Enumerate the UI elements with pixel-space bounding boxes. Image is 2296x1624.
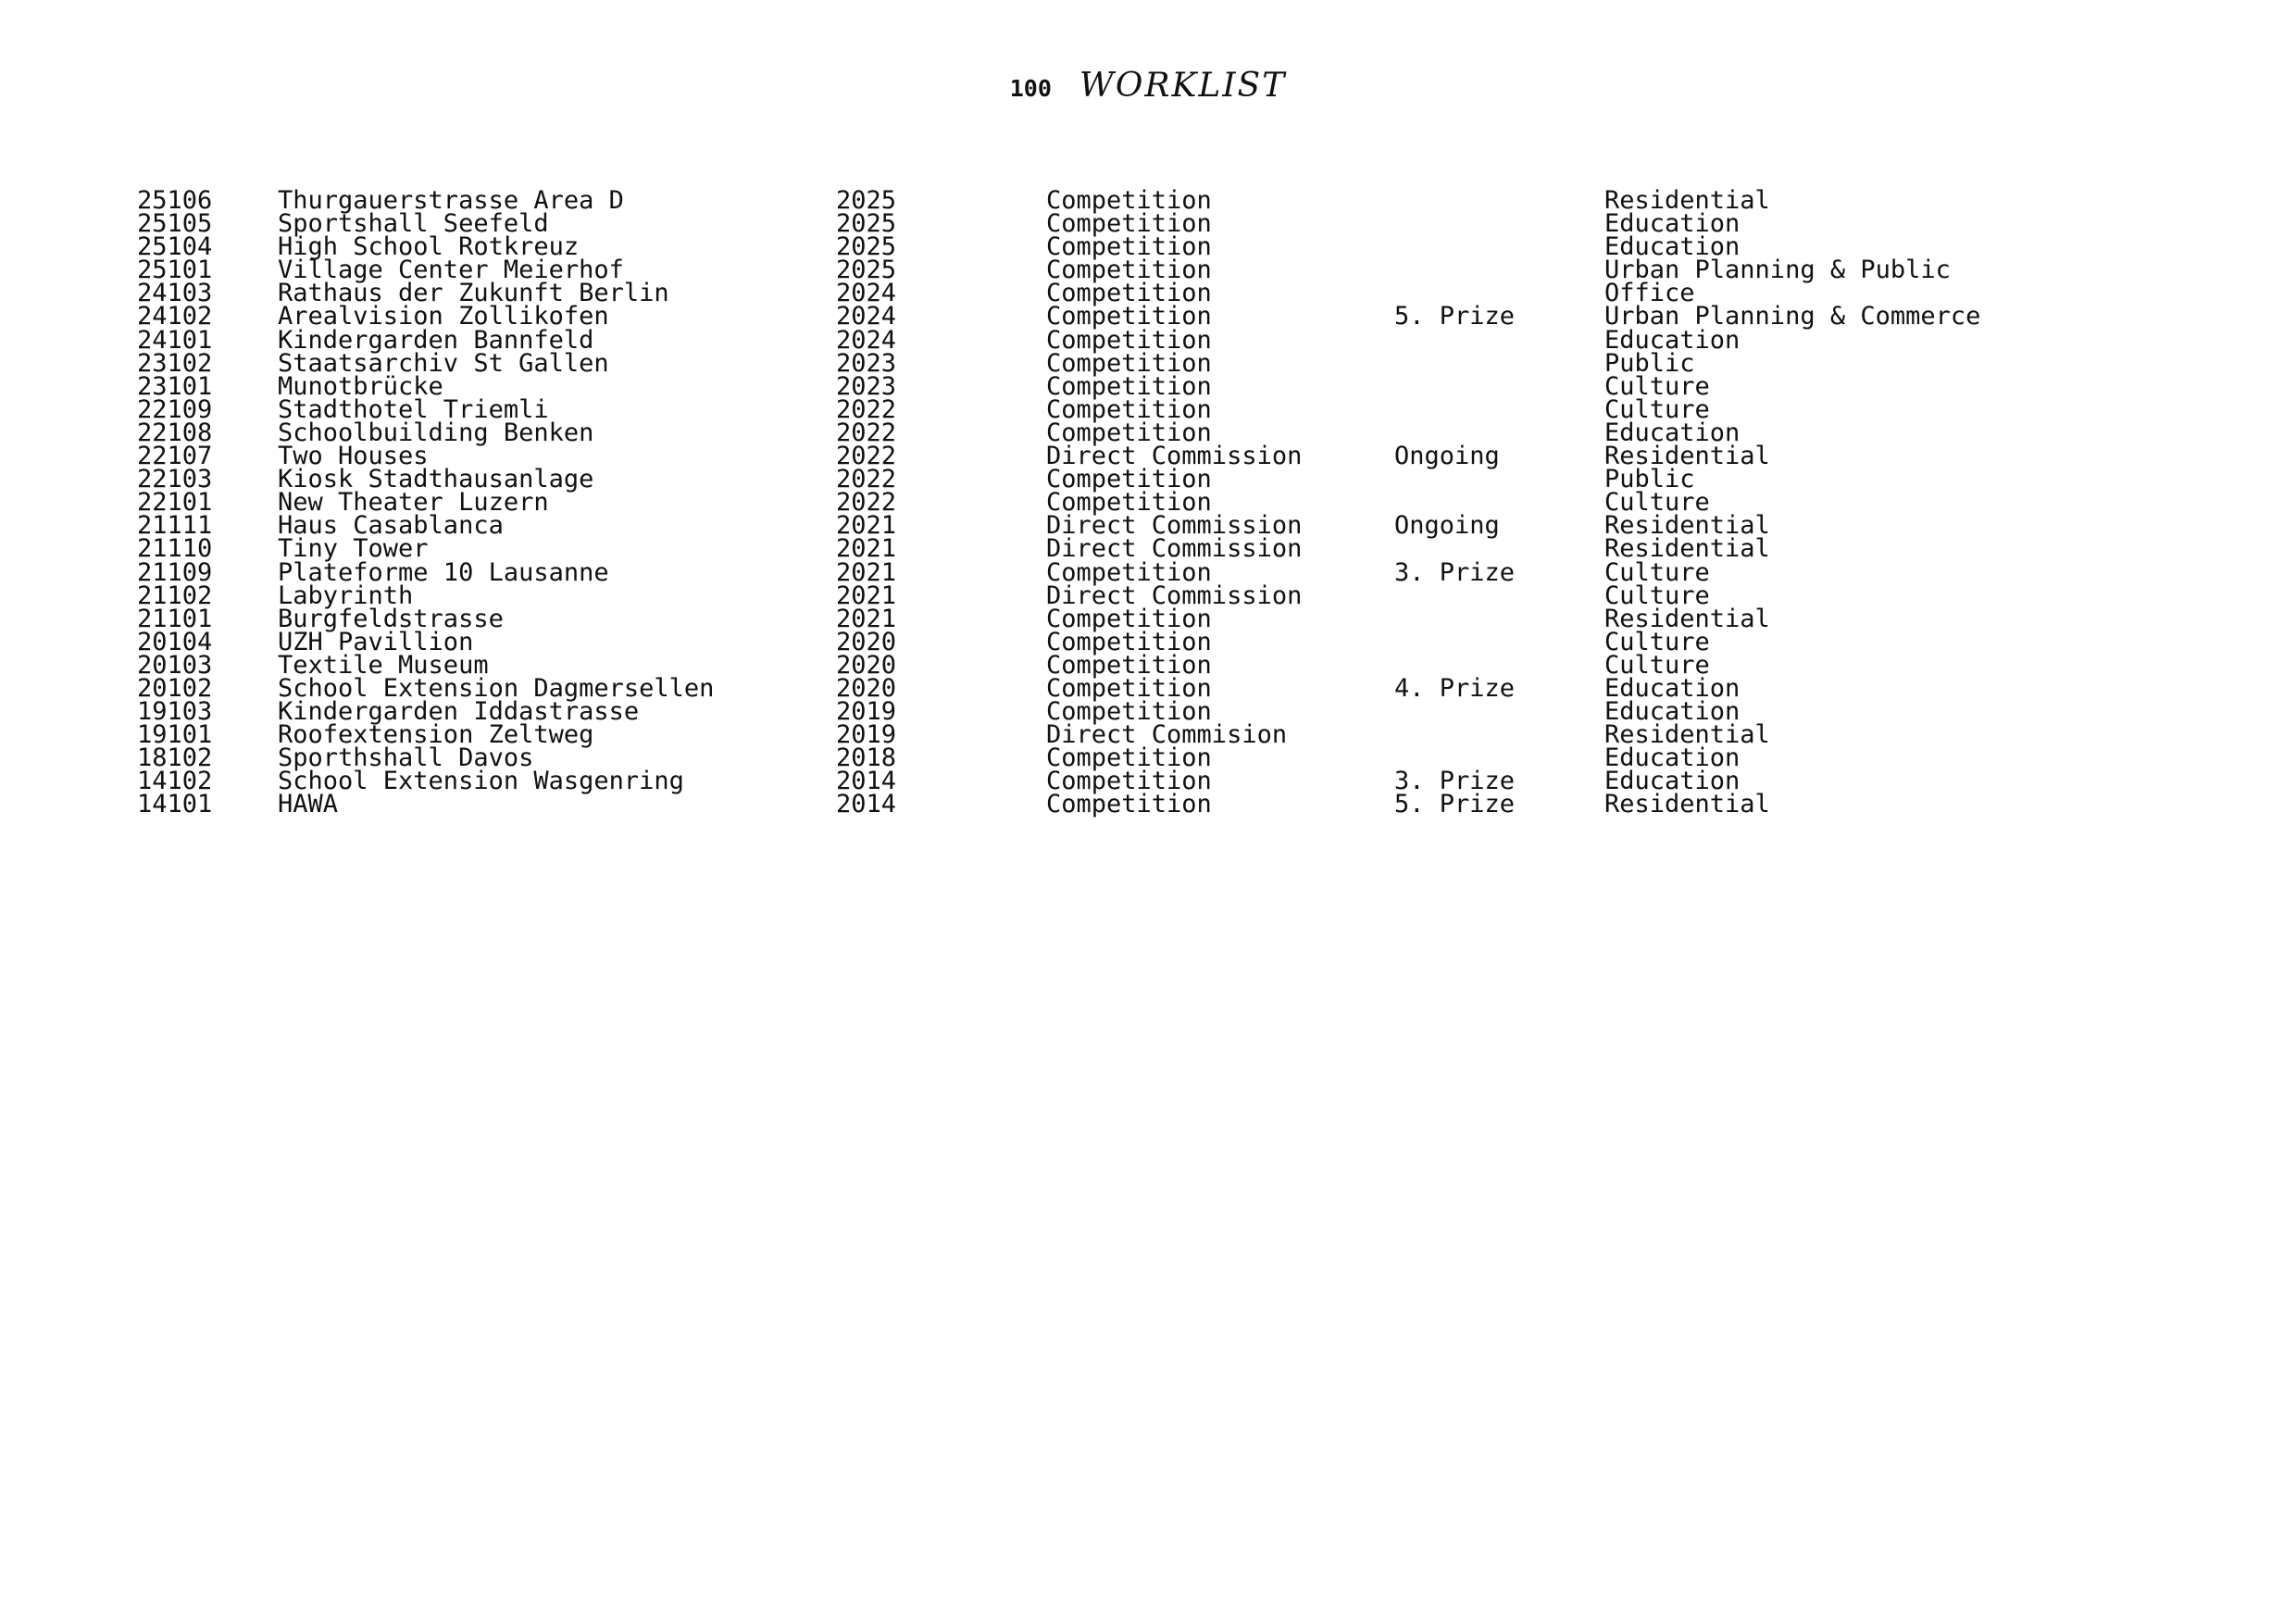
project-number: 20103	[137, 650, 213, 680]
project-name: Haus Casablanca	[278, 511, 504, 541]
project-name: Plateforme 10 Lausanne	[278, 557, 609, 587]
project-category: Education	[1604, 232, 1741, 262]
project-number: 21110	[137, 534, 213, 564]
project-number: 21109	[137, 557, 213, 587]
project-year: 2019	[836, 697, 897, 727]
project-category: Culture	[1604, 394, 1710, 424]
project-year: 2021	[836, 604, 897, 633]
project-year: 2025	[836, 209, 897, 239]
project-year: 2025	[836, 186, 897, 215]
project-result	[1394, 258, 1604, 281]
project-category: Residential	[1604, 720, 1770, 750]
project-name: UZH Pavillion	[278, 627, 474, 656]
project-name: Staatsarchiv St Gallen	[278, 348, 609, 378]
project-name: Labyrinth	[278, 581, 414, 610]
project-year: 2022	[836, 488, 897, 518]
project-year: 2020	[836, 673, 897, 703]
project-category: Education	[1604, 673, 1741, 703]
project-type: Competition	[1046, 418, 1212, 447]
project-number: 23102	[137, 348, 213, 378]
project-year: 2021	[836, 511, 897, 541]
project-result: 4. Prize	[1394, 673, 1516, 703]
project-result	[1394, 537, 1604, 560]
project-name: Thurgauerstrasse Area D	[278, 186, 624, 215]
project-category: Office	[1604, 279, 1695, 308]
project-number: 19101	[137, 720, 213, 750]
project-number: 18102	[137, 743, 213, 773]
project-type: Competition	[1046, 673, 1212, 703]
project-result	[1394, 398, 1604, 421]
project-result: Ongoing	[1394, 442, 1500, 471]
project-number: 14101	[137, 790, 213, 819]
project-name: Arealvision Zollikofen	[278, 302, 609, 331]
project-category: Education	[1604, 767, 1741, 796]
project-number: 21102	[137, 581, 213, 610]
project-category: Residential	[1604, 442, 1770, 471]
project-type: Competition	[1046, 697, 1212, 727]
project-result	[1394, 700, 1604, 723]
project-category: Education	[1604, 209, 1741, 239]
project-number: 22103	[137, 465, 213, 494]
project-type: Competition	[1046, 256, 1212, 285]
project-year: 2025	[836, 256, 897, 285]
project-number: 25106	[137, 186, 213, 215]
project-name: Roofextension Zeltweg	[278, 720, 594, 750]
project-number: 24101	[137, 325, 213, 355]
project-result	[1394, 375, 1604, 398]
project-name: New Theater Luzern	[278, 488, 549, 518]
project-name: Sportshall Seefeld	[278, 209, 549, 239]
project-number: 25104	[137, 232, 213, 262]
worklist-table	[137, 186, 2067, 819]
project-name: Two Houses	[278, 442, 429, 471]
project-year: 2022	[836, 418, 897, 447]
project-result	[1394, 631, 1604, 654]
project-name: Textile Museum	[278, 650, 489, 680]
project-result	[1394, 329, 1604, 352]
project-type: Direct Commission	[1046, 442, 1303, 471]
project-type: Competition	[1046, 488, 1212, 518]
project-year: 2024	[836, 279, 897, 308]
project-type: Competition	[1046, 627, 1212, 656]
project-name: Sporthshall Davos	[278, 743, 534, 773]
project-year: 2024	[836, 325, 897, 355]
project-result: Ongoing	[1394, 511, 1500, 541]
project-type: Competition	[1046, 465, 1212, 494]
project-name: Schoolbuilding Benken	[278, 418, 594, 447]
project-type: Competition	[1046, 302, 1212, 331]
project-number: 21101	[137, 604, 213, 633]
project-category: Residential	[1604, 186, 1770, 215]
project-category: Culture	[1604, 488, 1710, 518]
project-year: 2023	[836, 348, 897, 378]
project-type: Competition	[1046, 325, 1212, 355]
project-name: High School Rotkreuz	[278, 232, 580, 262]
table-row	[137, 561, 2067, 584]
page-title: WORKLIST	[1079, 67, 1287, 105]
project-number: 21111	[137, 511, 213, 541]
project-category: Culture	[1604, 371, 1710, 401]
table-row	[137, 329, 2067, 352]
project-type: Competition	[1046, 650, 1212, 680]
project-name: Kindergarden Iddastrasse	[278, 697, 640, 727]
project-type: Competition	[1046, 209, 1212, 239]
project-year: 2019	[836, 720, 897, 750]
project-year: 2022	[836, 394, 897, 424]
project-category: Education	[1604, 697, 1741, 727]
project-category: Culture	[1604, 581, 1710, 610]
project-result	[1394, 212, 1604, 235]
project-type: Direct Commission	[1046, 511, 1303, 541]
project-type: Competition	[1046, 394, 1212, 424]
project-number: 22109	[137, 394, 213, 424]
project-category: Residential	[1604, 511, 1770, 541]
project-type: Competition	[1046, 790, 1212, 819]
project-name: School Extension Dagmersellen	[278, 673, 715, 703]
project-type: Direct Commission	[1046, 534, 1303, 564]
project-year: 2025	[836, 232, 897, 262]
project-number: 19103	[137, 697, 213, 727]
page-header	[0, 67, 2296, 105]
project-year: 2018	[836, 743, 897, 773]
table-row	[137, 537, 2067, 560]
project-number: 25101	[137, 256, 213, 285]
project-number: 20104	[137, 627, 213, 656]
project-number: 24103	[137, 279, 213, 308]
project-category: Culture	[1604, 557, 1710, 587]
project-category: Urban Planning & Public	[1604, 256, 1951, 285]
table-row	[137, 793, 2067, 816]
table-row	[137, 584, 2067, 607]
project-number: 22101	[137, 488, 213, 518]
table-row	[137, 305, 2067, 328]
project-type: Direct Commission	[1046, 581, 1303, 610]
project-category: Residential	[1604, 604, 1770, 633]
project-name: School Extension Wasgenring	[278, 767, 684, 796]
project-name: Rathaus der Zukunft Berlin	[278, 279, 669, 308]
project-type: Competition	[1046, 232, 1212, 262]
project-year: 2020	[836, 627, 897, 656]
project-year: 2021	[836, 534, 897, 564]
project-number: 22108	[137, 418, 213, 447]
project-category: Education	[1604, 325, 1741, 355]
project-name: Village Center Meierhof	[278, 256, 624, 285]
project-result: 3. Prize	[1394, 767, 1516, 796]
project-year: 2023	[836, 371, 897, 401]
project-type: Competition	[1046, 186, 1212, 215]
project-type: Competition	[1046, 767, 1212, 796]
project-category: Culture	[1604, 627, 1710, 656]
project-name: HAWA	[278, 790, 339, 819]
worklist-body	[137, 186, 2067, 819]
project-type: Competition	[1046, 604, 1212, 633]
project-type: Direct Commision	[1046, 720, 1288, 750]
project-category: Public	[1604, 465, 1695, 494]
project-name: Kindergarden Bannfeld	[278, 325, 594, 355]
project-year: 2014	[836, 790, 897, 819]
project-number: 14102	[137, 767, 213, 796]
page-number: 100	[1009, 75, 1052, 102]
project-result	[1394, 468, 1604, 491]
project-name: Munotbrücke	[278, 371, 443, 401]
project-result	[1394, 189, 1604, 212]
project-number: 20102	[137, 673, 213, 703]
project-result: 5. Prize	[1394, 790, 1516, 819]
project-result	[1394, 607, 1604, 631]
project-number: 22107	[137, 442, 213, 471]
project-number: 25105	[137, 209, 213, 239]
project-year: 2022	[836, 465, 897, 494]
project-name: Tiny Tower	[278, 534, 429, 564]
project-year: 2014	[836, 767, 897, 796]
project-name: Stadthotel Triemli	[278, 394, 549, 424]
project-result	[1394, 235, 1604, 258]
project-result	[1394, 584, 1604, 607]
project-name: Kiosk Stadthausanlage	[278, 465, 594, 494]
project-type: Competition	[1046, 348, 1212, 378]
project-result	[1394, 723, 1604, 746]
project-year: 2022	[836, 442, 897, 471]
project-result	[1394, 352, 1604, 375]
project-year: 2021	[836, 557, 897, 587]
table-row	[137, 352, 2067, 375]
project-category: Urban Planning & Commerce	[1604, 302, 1981, 331]
project-category: Culture	[1604, 650, 1710, 680]
project-category: Residential	[1604, 534, 1770, 564]
project-type: Competition	[1046, 279, 1212, 308]
project-year: 2020	[836, 650, 897, 680]
project-result: 5. Prize	[1394, 302, 1516, 331]
project-year: 2024	[836, 302, 897, 331]
project-type: Competition	[1046, 371, 1212, 401]
project-type: Competition	[1046, 557, 1212, 587]
project-name: Burgfeldstrasse	[278, 604, 504, 633]
project-category: Education	[1604, 418, 1741, 447]
project-type: Competition	[1046, 743, 1212, 773]
project-year: 2021	[836, 581, 897, 610]
project-category: Education	[1604, 743, 1741, 773]
project-category: Residential	[1604, 790, 1770, 819]
project-category: Public	[1604, 348, 1695, 378]
project-number: 23101	[137, 371, 213, 401]
project-number: 24102	[137, 302, 213, 331]
project-result: 3. Prize	[1394, 557, 1516, 587]
